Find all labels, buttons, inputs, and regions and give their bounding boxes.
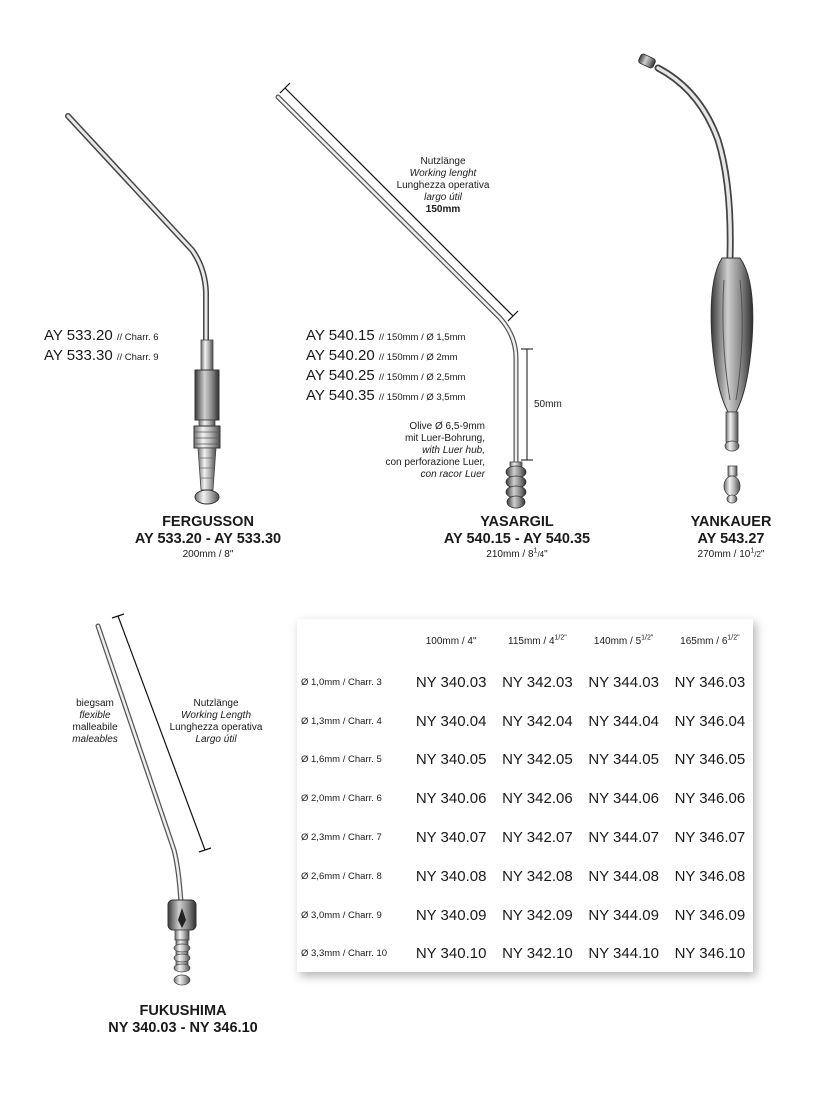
table-cell: NY 346.04 xyxy=(674,712,746,730)
row-label: Ø 3,0mm / Charr. 9 xyxy=(301,909,382,921)
fukushima-drawing xyxy=(98,614,211,985)
table-cell: NY 342.05 xyxy=(502,751,573,769)
order-table xyxy=(297,619,753,973)
yasargil-size: $210mm / 8^1/4$" xyxy=(486,547,548,560)
fukushima-subtitle: NY 340.03 - NY 346.10 xyxy=(108,1020,258,1036)
yasargil-50mm-label: 50mm xyxy=(534,399,562,410)
yasargil-code-row: AY 540.25 // 150mm / Ø 2,5mm xyxy=(306,367,466,384)
table-header-length: 100mm / 4" xyxy=(425,635,477,647)
table-cell: NY 346.06 xyxy=(674,790,746,808)
fergusson-subtitle: AY 533.20 - AY 533.30 xyxy=(134,531,282,547)
table-row xyxy=(297,896,753,935)
table-cell: NY 344.03 xyxy=(588,673,659,691)
table-cell: NY 344.06 xyxy=(588,790,659,808)
fergusson-codes xyxy=(44,327,159,367)
table-row xyxy=(297,663,753,702)
row-label: Ø 1,3mm / Charr. 4 xyxy=(301,715,382,727)
table-cell: NY 340.08 xyxy=(415,867,487,885)
yasargil-title: YASARGIL xyxy=(480,514,554,530)
table-cell: NY 340.05 xyxy=(415,751,487,769)
table-header-row xyxy=(297,619,753,663)
fukushima-order-table xyxy=(297,619,753,972)
row-label: Ø 2,0mm / Charr. 6 xyxy=(301,793,382,805)
table-row xyxy=(297,818,753,857)
yasargil-code-row: AY 540.35 // 150mm / Ø 3,5mm xyxy=(306,387,466,404)
yasargil-caption xyxy=(417,514,617,561)
yasargil-code-row: AY 540.20 // 150mm / Ø 2mm xyxy=(306,347,458,364)
table-cell: NY 346.05 xyxy=(674,751,746,769)
table-cell: NY 342.09 xyxy=(502,906,573,924)
table-cell: NY 346.10 xyxy=(674,945,746,963)
table-cell: NY 344.07 xyxy=(588,829,659,847)
table-row xyxy=(297,779,753,818)
table-cell: NY 342.08 xyxy=(502,867,573,885)
table-header-length: $140mm / 5^{1/2"}$ xyxy=(593,634,654,647)
fukushima-title: FUKUSHIMA xyxy=(139,1003,227,1019)
table-cell: NY 344.09 xyxy=(588,906,659,924)
yasargil-working-length: Nutzlänge Working lenght Lunghezza operativa largo útil 150mm xyxy=(396,156,490,215)
table-cell: NY 344.10 xyxy=(588,945,659,963)
fukushima-working-length: Nutzlänge Working Length Lunghezza operativa Largo útil xyxy=(169,698,263,745)
yankauer-title: YANKAUER xyxy=(690,514,772,530)
table-cell: NY 342.03 xyxy=(502,673,573,691)
row-label: Ø 1,6mm / Charr. 5 xyxy=(301,754,382,766)
table-cell: NY 340.04 xyxy=(415,712,487,730)
yasargil-subtitle: AY 540.15 - AY 540.35 xyxy=(443,531,591,547)
table-cell: NY 346.08 xyxy=(674,867,746,885)
table-cell: NY 340.07 xyxy=(415,829,487,847)
table-header-length: $165mm / 6^{1/2"}$ xyxy=(680,634,740,647)
yankauer-caption xyxy=(631,514,826,561)
fergusson-code-row: AY 533.30 // Charr. 9 xyxy=(44,347,159,364)
row-label: Ø 1,0mm / Charr. 3 xyxy=(301,676,382,688)
row-label: Ø 2,6mm / Charr. 8 xyxy=(301,870,382,882)
table-cell: NY 342.07 xyxy=(502,829,573,847)
table-cell: NY 342.04 xyxy=(502,712,573,730)
table-row xyxy=(297,741,753,780)
table-header-length: $115mm / 4^{1/2"}$ xyxy=(508,634,567,647)
row-label: Ø 2,3mm / Charr. 7 xyxy=(301,832,382,844)
table-cell: NY 340.09 xyxy=(415,906,487,924)
yankauer-subtitle: AY 543.27 xyxy=(697,531,765,547)
table-cell: NY 344.05 xyxy=(588,751,659,769)
yankauer-size: $270mm / 10^1/2$" xyxy=(697,547,765,560)
table-row xyxy=(297,857,753,896)
table-row xyxy=(297,702,753,741)
table-cell: NY 340.06 xyxy=(415,790,487,808)
fergusson-code-row: AY 533.20 // Charr. 6 xyxy=(44,327,159,344)
table-cell: NY 340.10 xyxy=(415,945,487,963)
table-header-corner xyxy=(297,619,408,663)
table-cell: NY 340.03 xyxy=(415,673,487,691)
yasargil-code-row: AY 540.15 // 150mm / Ø 1,5mm xyxy=(306,327,466,344)
fergusson-drawing xyxy=(68,116,220,504)
fergusson-title: FERGUSSON xyxy=(162,514,254,530)
fergusson-size: 200mm / 8" xyxy=(182,549,234,560)
fukushima-flex-note: biegsam flexible malleabile maleables xyxy=(72,698,118,745)
table-row xyxy=(297,935,753,974)
table-cell: NY 346.03 xyxy=(674,673,746,691)
yasargil-codes xyxy=(306,327,465,407)
row-label: Ø 3,3mm / Charr. 10 xyxy=(301,948,388,960)
yankauer-drawing xyxy=(638,53,753,503)
table-cell: NY 346.09 xyxy=(674,906,746,924)
table-cell: NY 342.10 xyxy=(502,945,573,963)
table-cell: NY 346.07 xyxy=(674,829,746,847)
table-cell: NY 344.04 xyxy=(588,712,659,730)
fergusson-caption xyxy=(108,514,308,561)
table-cell: NY 344.08 xyxy=(588,867,659,885)
fukushima-caption xyxy=(83,1003,283,1037)
table-cell: NY 342.06 xyxy=(502,790,573,808)
yasargil-olive-note: Olive Ø 6,5-9mm mit Luer-Bohrung, with Luer hub, con perforazione Luer, con racor Luer xyxy=(385,421,485,480)
